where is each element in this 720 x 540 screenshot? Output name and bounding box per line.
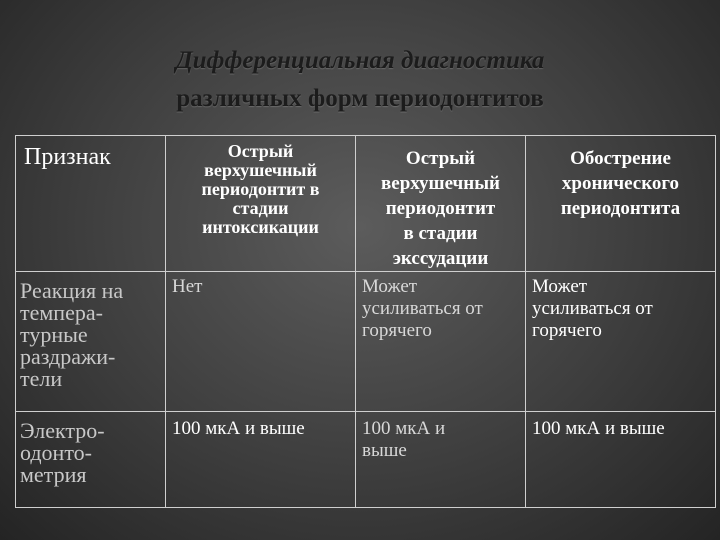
header-chronic-exacerbation: Обострение хронического периодонтита xyxy=(526,136,716,272)
header-sign-label: Признак xyxy=(24,144,111,170)
header-sign xyxy=(16,136,166,272)
cell-eod-chronic: 100 мкА и выше xyxy=(526,412,716,508)
slide-title xyxy=(60,42,660,118)
header-exudation-stage: Острый верхушечный периодонтит в стадии экссудации xyxy=(356,136,526,272)
title-line-2: различных форм периодонтитов xyxy=(176,85,544,112)
title-line-1: Дифференциальная диагностика xyxy=(175,47,545,74)
table-row xyxy=(16,412,716,508)
cell-temperature-intoxication: Нет xyxy=(166,272,356,412)
table-header-row xyxy=(16,136,716,272)
diagnosis-table xyxy=(15,135,716,508)
cell-eod-intoxication: 100 мкА и выше xyxy=(166,412,356,508)
table-row xyxy=(16,272,716,412)
cell-temperature-exudation: Может усиливаться от горячего xyxy=(356,272,526,412)
cell-temperature-chronic: Может усиливаться от горячего xyxy=(526,272,716,412)
cell-eod-exudation: 100 мкА и выше xyxy=(356,412,526,508)
header-intoxication-stage: Острый верхушечный периодонтит в стадии интоксикации xyxy=(166,136,356,272)
row-label-temperature-reaction: Реакция на темпера- турные раздражи- тели xyxy=(16,272,166,412)
row-label-electroodontometry: Электро- одонто- метрия xyxy=(16,412,166,508)
